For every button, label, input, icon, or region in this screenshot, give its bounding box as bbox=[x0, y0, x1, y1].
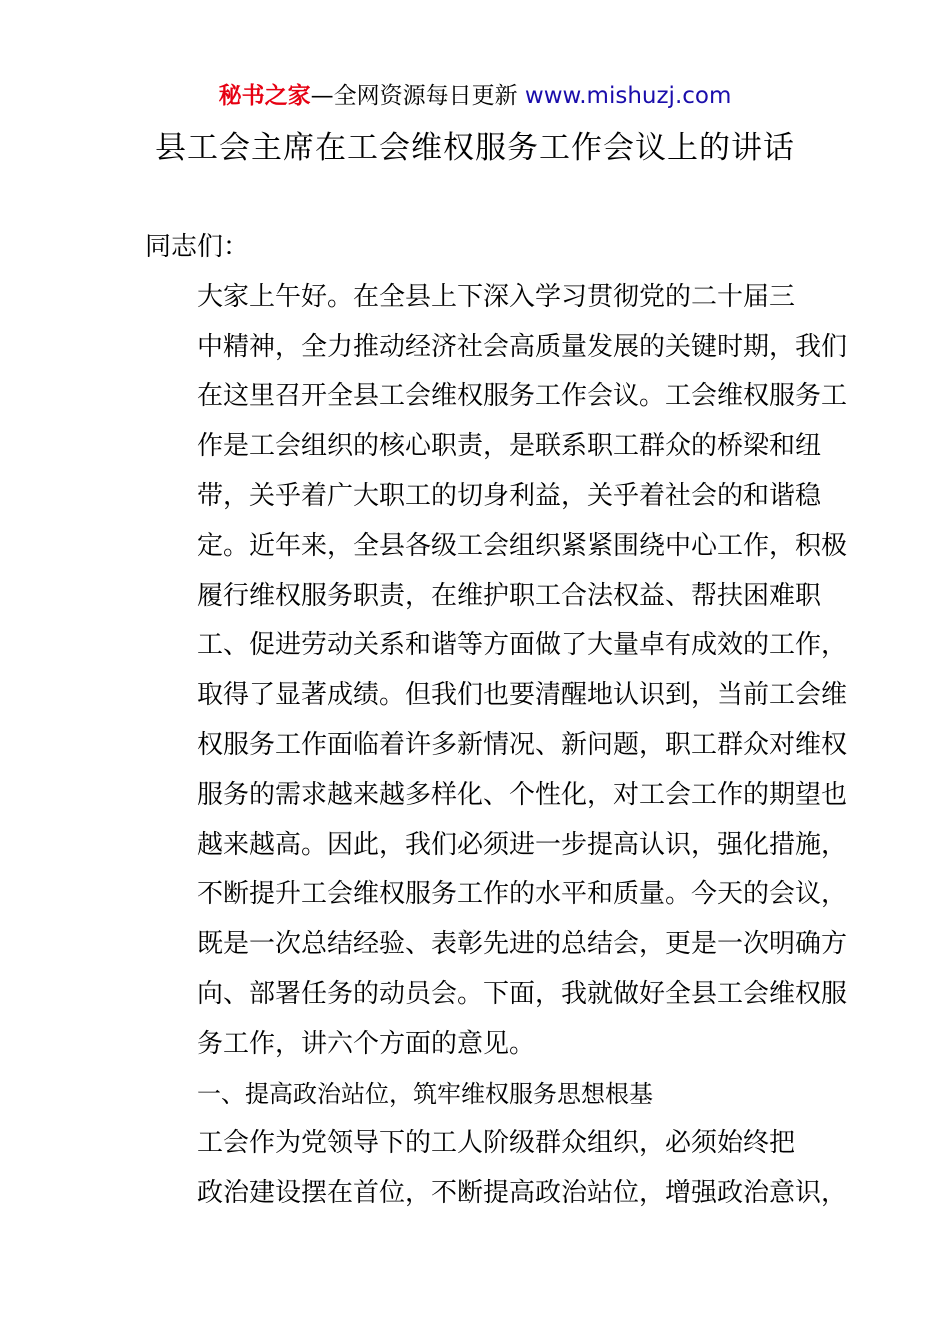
site-header bbox=[0, 80, 950, 112]
text-line: 取得了显著成绩。但我们也要清醒地认识到，当前工会维 bbox=[197, 680, 848, 711]
text-line: 大家上午好。在全县上下深入学习贯彻党的二十届三 bbox=[197, 281, 796, 312]
section-paragraph bbox=[145, 1119, 848, 1219]
salutation: 同志们： bbox=[145, 232, 250, 262]
text-line: 中精神，全力推动经济社会高质量发展的关键时期，我们 bbox=[197, 331, 848, 362]
text-line: 履行维权服务职责，在维护职工合法权益、帮扶困难职 bbox=[197, 580, 822, 611]
section-heading: 一、提高政治站位，筑牢维权服务思想根基 bbox=[197, 1079, 653, 1108]
document-body bbox=[145, 223, 848, 1219]
text-line: 不断提升工会维权服务工作的水平和质量。今天的会议， bbox=[197, 879, 848, 910]
text-line: 政治建设摆在首位，不断提高政治站位，增强政治意识， bbox=[197, 1178, 848, 1209]
text-line: 在这里召开全县工会维权服务工作会议。工会维权服务工 bbox=[197, 381, 848, 412]
site-url-link[interactable]: www.mishuzj.com bbox=[524, 83, 732, 109]
text-line: 工会作为党领导下的工人阶级群众组织，必须始终把 bbox=[197, 1128, 796, 1159]
text-line: 定。近年来，全县各级工会组织紧紧围绕中心工作，积极 bbox=[197, 530, 848, 561]
site-tagline: —全网资源每日更新 bbox=[310, 83, 525, 109]
text-line: 越来越高。因此，我们必须进一步提高认识，强化措施， bbox=[197, 829, 848, 860]
text-line: 务工作，讲六个方面的意见。 bbox=[197, 1028, 536, 1059]
text-line: 带，关乎着广大职工的切身利益，关乎着社会的和谐稳 bbox=[197, 480, 822, 511]
text-line: 既是一次总结经验、表彰先进的总结会，更是一次明确方 bbox=[197, 929, 848, 960]
text-line: 服务的需求越来越多样化、个性化，对工会工作的期望也 bbox=[197, 779, 848, 810]
intro-paragraph bbox=[145, 273, 848, 1070]
text-line: 作是工会组织的核心职责，是联系职工群众的桥梁和纽 bbox=[197, 431, 822, 462]
site-brand: 秘书之家 bbox=[218, 83, 311, 109]
text-line: 工、促进劳动关系和谐等方面做了大量卓有成效的工作， bbox=[197, 630, 848, 661]
text-line: 权服务工作面临着许多新情况、新问题，职工群众对维权 bbox=[197, 729, 848, 760]
text-line: 向、部署任务的动员会。下面，我就做好全县工会维权服 bbox=[197, 978, 848, 1009]
document-title: 县工会主席在工会维权服务工作会议上的讲话 bbox=[155, 130, 795, 166]
